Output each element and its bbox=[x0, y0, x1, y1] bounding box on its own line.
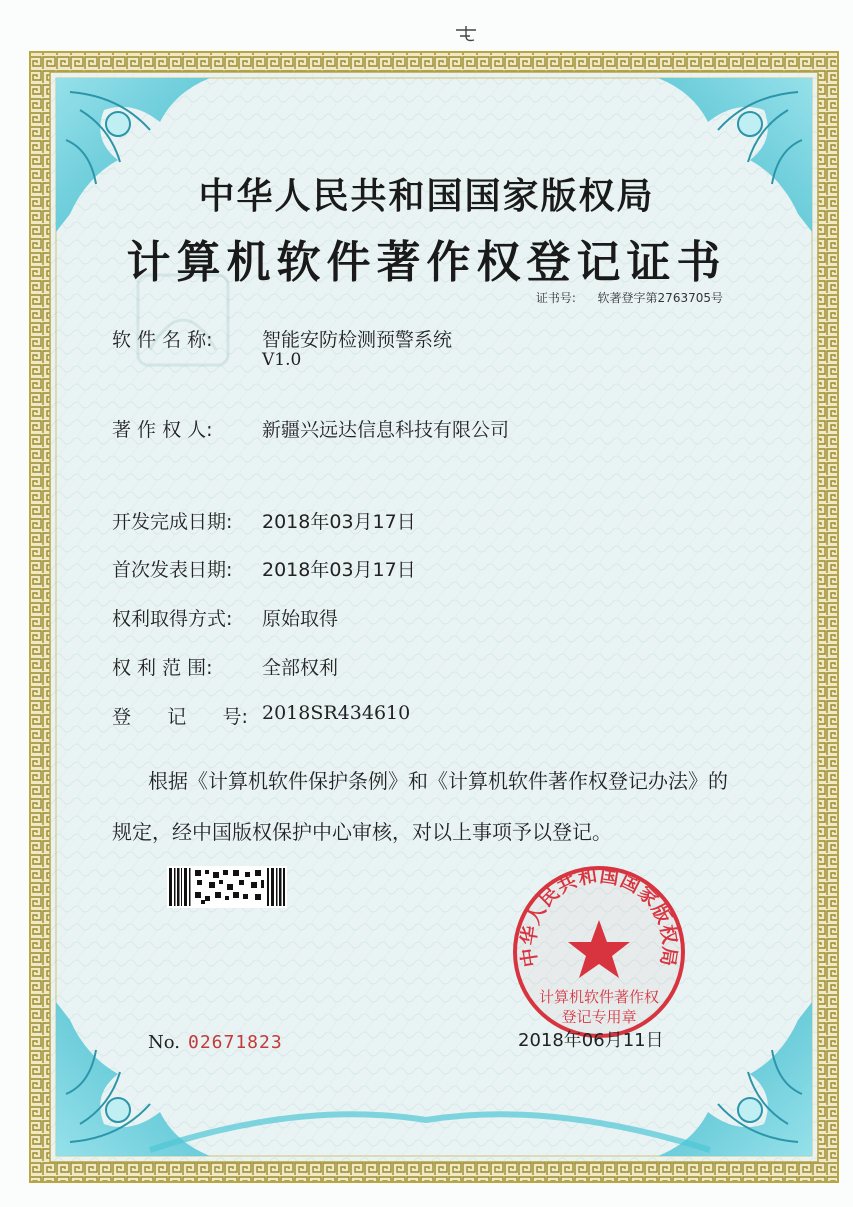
certificate-number-value: 软著登字第2763705号 bbox=[597, 291, 723, 305]
first-publication-date-label: 首次发表日期: bbox=[112, 559, 233, 581]
seal-outer-text: 中华人民共和国国家版权局 bbox=[517, 864, 681, 969]
registration-number-value: 2018SR434610 bbox=[262, 702, 411, 724]
seal-inner-line-2: 登记专用章 bbox=[561, 1008, 637, 1026]
software-name-value: 智能安防检测预警系统 bbox=[262, 329, 453, 351]
statement-line-2: 规定，经中国版权保护中心审核，对以上事项予以登记。 bbox=[112, 820, 612, 844]
serial-number: 02671823 bbox=[188, 1032, 283, 1053]
first-publication-date-value: 2018年03月17日 bbox=[262, 559, 416, 581]
statement-line-1: 根据《计算机软件保护条例》和《计算机软件著作权登记办法》的 bbox=[148, 769, 728, 793]
copyright-owner-label: 著 作 权 人: bbox=[112, 419, 213, 441]
registration-number-label: 登 记 号: bbox=[112, 706, 248, 728]
handwritten-mark bbox=[454, 24, 480, 44]
acquisition-method-value: 原始取得 bbox=[262, 608, 339, 630]
certificate-number-label: 证书号: bbox=[535, 291, 576, 305]
barcode-icon bbox=[167, 866, 287, 908]
rights-scope-label: 权 利 范 围: bbox=[112, 657, 213, 679]
rights-scope-value: 全部权利 bbox=[262, 657, 339, 679]
completion-date-label: 开发完成日期: bbox=[112, 511, 233, 533]
issuing-authority: 中华人民共和国国家版权局 bbox=[198, 176, 655, 217]
software-name-label: 软 件 名 称: bbox=[112, 329, 213, 351]
copyright-owner-value: 新疆兴远达信息科技有限公司 bbox=[262, 419, 510, 441]
seal-inner-line-1: 计算机软件著作权 bbox=[538, 988, 660, 1006]
software-version-value: V1.0 bbox=[262, 350, 302, 370]
serial-label: No. bbox=[148, 1032, 180, 1053]
completion-date-value: 2018年03月17日 bbox=[262, 511, 416, 533]
acquisition-method-label: 权利取得方式: bbox=[112, 608, 233, 630]
official-seal bbox=[509, 862, 689, 1042]
issue-date: 2018年06月11日 bbox=[518, 1030, 664, 1051]
certificate-title: 计算机软件著作权登记证书 bbox=[126, 237, 727, 288]
certificate-number bbox=[536, 289, 723, 306]
